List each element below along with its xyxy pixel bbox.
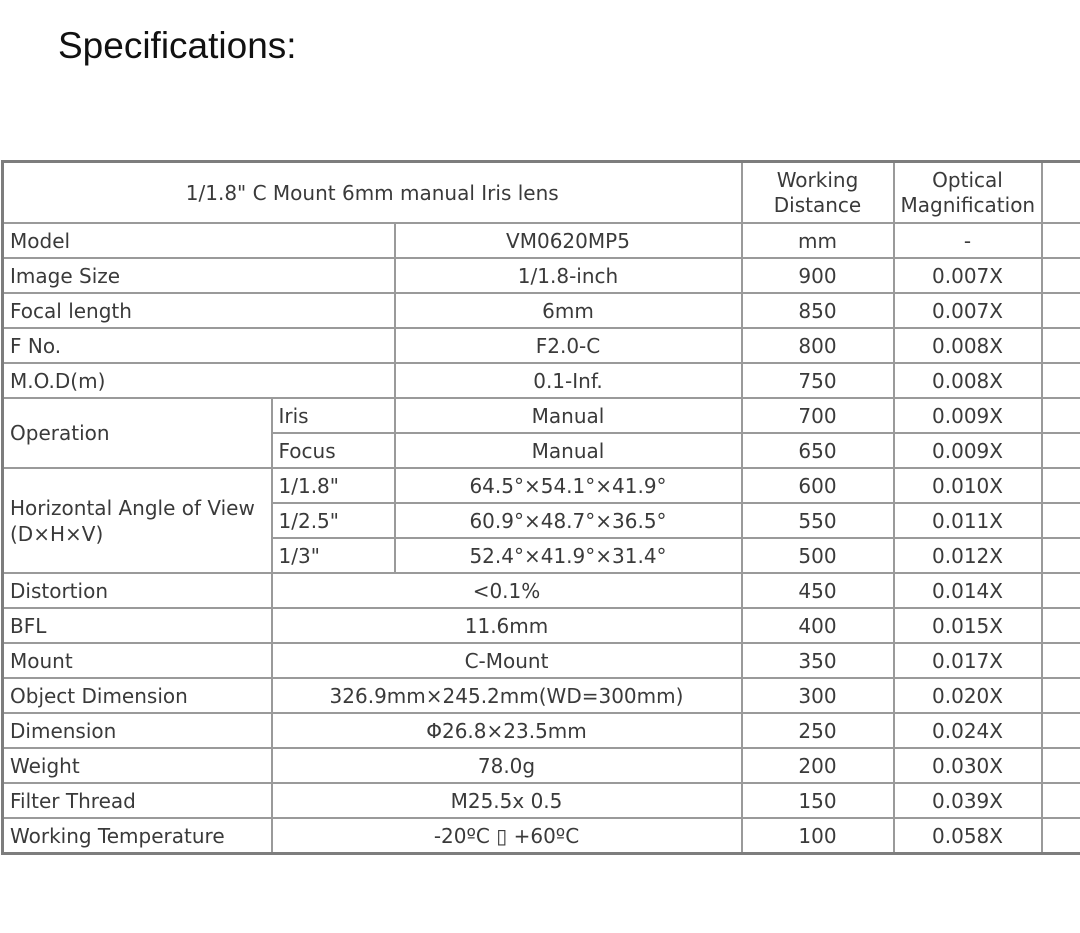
cut-off-cell (1042, 608, 1080, 643)
wd-cell: 200 (742, 748, 894, 783)
focal-length-value: 6mm (395, 293, 742, 328)
table-row (3, 398, 1080, 433)
bfl-value: 11.6mm (272, 608, 742, 643)
sensor-size-label: 1/1.8" (272, 468, 395, 503)
wd-cell: 500 (742, 538, 894, 573)
mag-cell: 0.012X (894, 538, 1042, 573)
mag-cell: 0.015X (894, 608, 1042, 643)
object-dimension-value: 326.9mm×245.2mm(WD=300mm) (272, 678, 742, 713)
object-dimension-label: Object Dimension (3, 678, 272, 713)
mount-value: C-Mount (272, 643, 742, 678)
sensor-size-label: 1/2.5" (272, 503, 395, 538)
wd-cell: 550 (742, 503, 894, 538)
model-label: Model (3, 223, 395, 258)
f-no-value: F2.0-C (395, 328, 742, 363)
wd-cell: 250 (742, 713, 894, 748)
operation-label: Operation (3, 398, 272, 468)
distortion-value: <0.1% (272, 573, 742, 608)
table-row (3, 783, 1080, 818)
wd-cell: 100 (742, 818, 894, 854)
optical-magnification-header: Optical Magnification (894, 162, 1042, 224)
cut-off-cell (1042, 818, 1080, 854)
mag-cell: 0.024X (894, 713, 1042, 748)
table-row (3, 818, 1080, 854)
table-row (3, 363, 1080, 398)
iris-label: Iris (272, 398, 395, 433)
table-row (3, 748, 1080, 783)
wd-cell: 750 (742, 363, 894, 398)
mag-cell: 0.017X (894, 643, 1042, 678)
mod-value: 0.1-Inf. (395, 363, 742, 398)
cut-off-cell (1042, 433, 1080, 468)
wd-cell: 300 (742, 678, 894, 713)
wd-cell: 600 (742, 468, 894, 503)
wd-cell: 650 (742, 433, 894, 468)
focus-label: Focus (272, 433, 395, 468)
mag-cell: 0.009X (894, 433, 1042, 468)
working-temperature-label: Working Temperature (3, 818, 272, 854)
model-value: VM0620MP5 (395, 223, 742, 258)
table-row (3, 258, 1080, 293)
lens-title-cell: 1/1.8" C Mount 6mm manual Iris lens (3, 162, 742, 224)
weight-value: 78.0g (272, 748, 742, 783)
dimension-value: Φ26.8×23.5mm (272, 713, 742, 748)
f-no-label: F No. (3, 328, 395, 363)
mag-cell: 0.007X (894, 258, 1042, 293)
table-row (3, 293, 1080, 328)
cut-off-cell (1042, 643, 1080, 678)
dimension-label: Dimension (3, 713, 272, 748)
wd-cell: mm (742, 223, 894, 258)
table-row (3, 328, 1080, 363)
cut-off-cell (1042, 783, 1080, 818)
table-row (3, 608, 1080, 643)
mod-label: M.O.D(m) (3, 363, 395, 398)
cut-off-cell (1042, 573, 1080, 608)
table-row (3, 678, 1080, 713)
mag-cell: 0.008X (894, 328, 1042, 363)
wd-cell: 900 (742, 258, 894, 293)
spec-table-container (1, 160, 1080, 855)
image-size-value: 1/1.8-inch (395, 258, 742, 293)
image-size-label: Image Size (3, 258, 395, 293)
cut-off-cell (1042, 503, 1080, 538)
focus-value: Manual (395, 433, 742, 468)
cut-off-cell (1042, 713, 1080, 748)
mag-cell: 0.058X (894, 818, 1042, 854)
cut-off-header-cell (1042, 162, 1080, 224)
weight-label: Weight (3, 748, 272, 783)
cut-off-cell (1042, 293, 1080, 328)
wd-cell: 350 (742, 643, 894, 678)
sensor-size-label: 1/3" (272, 538, 395, 573)
mag-cell: 0.007X (894, 293, 1042, 328)
wd-cell: 150 (742, 783, 894, 818)
wd-cell: 700 (742, 398, 894, 433)
bfl-label: BFL (3, 608, 272, 643)
cut-off-cell (1042, 223, 1080, 258)
table-row (3, 468, 1080, 503)
mag-cell: - (894, 223, 1042, 258)
page-title: Specifications: (58, 25, 297, 66)
mag-cell: 0.011X (894, 503, 1042, 538)
mag-cell: 0.020X (894, 678, 1042, 713)
working-distance-header: Working Distance (742, 162, 894, 224)
mag-cell: 0.030X (894, 748, 1042, 783)
distortion-label: Distortion (3, 573, 272, 608)
cut-off-cell (1042, 363, 1080, 398)
iris-value: Manual (395, 398, 742, 433)
angle-value: 60.9°×48.7°×36.5° (395, 503, 742, 538)
wd-cell: 800 (742, 328, 894, 363)
angle-of-view-label: Horizontal Angle of View (D×H×V) (3, 468, 272, 573)
mag-cell: 0.014X (894, 573, 1042, 608)
mag-cell: 0.009X (894, 398, 1042, 433)
angle-value: 64.5°×54.1°×41.9° (395, 468, 742, 503)
wd-cell: 400 (742, 608, 894, 643)
table-header-row (3, 162, 1080, 224)
mag-cell: 0.010X (894, 468, 1042, 503)
table-row (3, 223, 1080, 258)
table-row (3, 713, 1080, 748)
table-row (3, 573, 1080, 608)
wd-cell: 850 (742, 293, 894, 328)
filter-thread-value: M25.5x 0.5 (272, 783, 742, 818)
cut-off-cell (1042, 328, 1080, 363)
table-row (3, 643, 1080, 678)
cut-off-cell (1042, 748, 1080, 783)
wd-cell: 450 (742, 573, 894, 608)
cut-off-cell (1042, 398, 1080, 433)
mag-cell: 0.039X (894, 783, 1042, 818)
mount-label: Mount (3, 643, 272, 678)
filter-thread-label: Filter Thread (3, 783, 272, 818)
angle-value: 52.4°×41.9°×31.4° (395, 538, 742, 573)
cut-off-cell (1042, 258, 1080, 293)
cut-off-cell (1042, 678, 1080, 713)
working-temperature-value: -20ºC ▯ +60ºC (272, 818, 742, 854)
cut-off-cell (1042, 468, 1080, 503)
cut-off-cell (1042, 538, 1080, 573)
focal-length-label: Focal length (3, 293, 395, 328)
spec-table (1, 160, 1080, 855)
mag-cell: 0.008X (894, 363, 1042, 398)
